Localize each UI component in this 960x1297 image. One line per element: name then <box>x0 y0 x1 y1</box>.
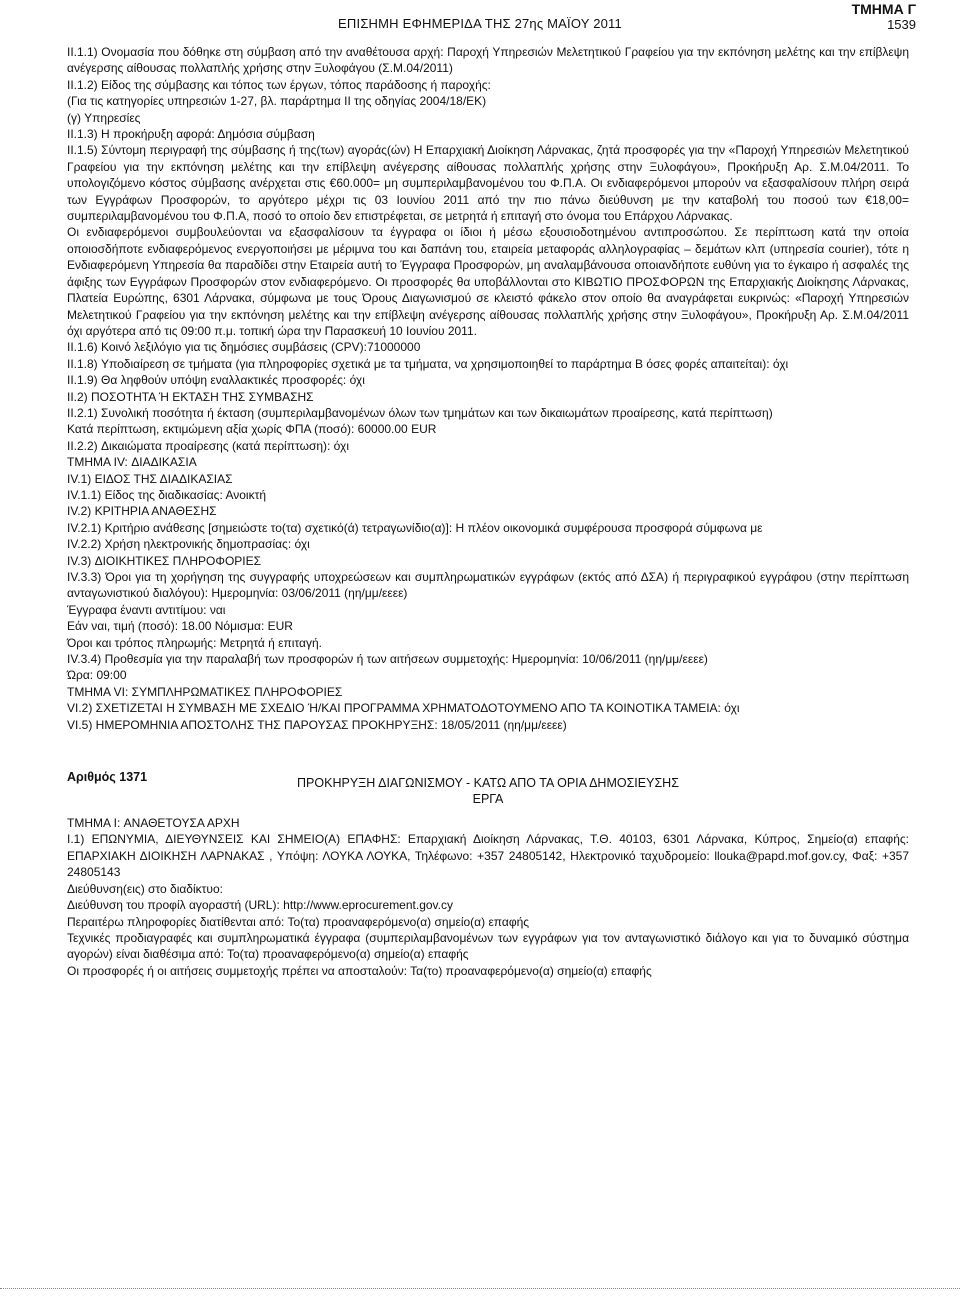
paragraph: IV.2.2) Χρήση ηλεκτρονικής δημοπρασίας: όχι <box>67 537 310 552</box>
paragraph: Οι ενδιαφερόμενοι συμβουλεύονται να εξασφαλίσουν τα έγγραφα οι ίδιοι ή μέσω εξουσιοδοτημένου αντιπροσώπου. Σε περίπτωση κατά την οποία οποιοσδήποτε ενδιαφερόμενος ενεργοποιήσει με μέριμνα του και δαπάνη του, εταιρεία μεταφοράς αλληλογραφίας – δεμάτων κλπ (υπηρεσία courier), τότε η Ενδιαφερόμενη Υπηρεσία θα παραδίδει στην Εταιρεία αυτή το Έγγραφα Προσφορών, μη αναλαμβάνουσα οποιανδήποτε ευθύνη για το έγκαιρο ή ασφαλές της άφιξης των Εγγράφων Προσφορών στον ενδιαφερόμενο. Οι προσφορές θα υποβάλλονται στο ΚΙΒΩΤΙΟ ΠΡΟΣΦΟΡΩΝ της Επαρχιακής Διοίκησης Λάρνακας, Πλατεία Ευρώπης, 6301 Λάρνακα, σύμφωνα με τους Όρους Διαγωνισμού σε κλειστό φάκελο στον οποίο θα αναγράφεται ευκρινώς: «Παροχή Υπηρεσιών Μελετητικού Γραφείου για την εκπόνηση μελέτης και την επίβλεψη ανέγερσης αίθουσας πολλαπλής χρήσης στην Ξυλοφάγου», Προκήρυξη Αρ. Σ.Μ.04/2011 όχι αργότερα από τις 09:00 π.μ. τοπική ώρα την Παρασκευή 10 Ιουνίου 2011. <box>67 225 909 338</box>
paragraph: IV.1) ΕΙΔΟΣ ΤΗΣ ΔΙΑΔΙΚΑΣΙΑΣ <box>67 471 233 486</box>
paragraph: II.2.1) Συνολική ποσότητα ή έκταση (συμπεριλαμβανομένων όλων των τμημάτων και των δικαιωμάτων προαίρεσης, κατά περίπτωση) <box>67 405 773 420</box>
first-notice <box>67 44 909 733</box>
section-label: ΤΜΗΜΑ Γ <box>851 1 916 17</box>
paragraph: II.1.3) Η προκήρυξη αφορά: Δημόσια σύμβαση <box>67 127 315 142</box>
paragraph: Εάν ναι, τιμή (ποσό): 18.00 Νόμισμα: EUR <box>67 619 293 634</box>
paragraph: ΤΜΗΜΑ I: ΑΝΑΘΕΤΟΥΣΑ ΑΡΧΗ <box>67 816 240 831</box>
paragraph: Κατά περίπτωση, εκτιμώμενη αξία χωρίς ΦΠΑ (ποσό): 60000.00 EUR <box>67 422 437 437</box>
paragraph: (Για τις κατηγορίες υπηρεσιών 1-27, βλ. παράρτημα II της οδηγίας 2004/18/ΕΚ) <box>67 94 487 109</box>
paragraph: Έγγραφα έναντι αντιτίμου: ναι <box>67 602 226 617</box>
paragraph: IV.3.4) Προθεσμία για την παραλαβή των προσφορών ή των αιτήσεων συμμετοχής: Ημερομηνία: 10/06/2011 (ηη/μμ/εεεε) <box>67 652 708 667</box>
page-number: 1539 <box>887 17 916 32</box>
notice-number: Αριθμός 1371 <box>67 770 148 785</box>
paragraph: (γ) Υπηρεσίες <box>67 110 141 125</box>
paragraph: Τεχνικές προδιαγραφές και συμπληρωματικά έγγραφα (συμπεριλαμβανομένων των εγγράφων για τον ανταγωνιστικό διάλογο και για το δυναμικό σύστημα αγορών) είναι διαθέσιμα από: Το(τα) προαναφερόμενο(α) σημείο(α) επαφής <box>67 930 909 962</box>
paragraph: II.1.1) Ονομασία που δόθηκε στη σύμβαση από την αναθέτουσα αρχή: Παροχή Υπηρεσιών Μελετητικού Γραφείου για την εκπόνηση μελέτης και την επίβλεψη ανέγερσης αίθουσας πολλαπλής χρήσης στην Ξυλοφάγου (Σ.Μ.04/2011) <box>67 45 909 76</box>
paragraph: Ώρα: 09:00 <box>67 668 127 683</box>
page-body <box>67 44 909 979</box>
paragraph: Διεύθυνση(εις) στο διαδίκτυο: <box>67 881 223 896</box>
paragraph: IV.3) ΔΙΟΙΚΗΤΙΚΕΣ ΠΛΗΡΟΦΟΡΙΕΣ <box>67 553 262 568</box>
spacer <box>67 733 909 767</box>
paragraph: VI.2) ΣΧΕΤΙΖΕΤΑΙ Η ΣΥΜΒΑΣΗ ΜΕ ΣΧΕΔΙΟ Ή/ΚΑΙ ΠΡΟΓΡΑΜΜΑ ΧΡΗΜΑΤΟΔΟΤΟΥΜΕΝΟ ΑΠΟ ΤΑ ΚΟΙΝΟΤΙΚΑ ΤΑΜΕΙΑ: όχι <box>67 701 740 716</box>
paragraph: Οι προσφορές ή οι αιτήσεις συμμετοχής πρέπει να αποσταλούν: Τα(το) προαναφερόμενο(α) σημείο(α) επαφής <box>67 963 652 978</box>
paragraph: II.1.8) Υποδιαίρεση σε τμήματα (για πληροφορίες σχετικά με τα τμήματα, να χρησιμοποιηθεί το παράρτημα Β όσες φορές απαιτείται): όχι <box>67 356 789 371</box>
paragraph: VI.5) ΗΜΕΡΟΜΗΝΙΑ ΑΠΟΣΤΟΛΗΣ ΤΗΣ ΠΑΡΟΥΣΑΣ ΠΡΟΚΗΡΥΞΗΣ: 18/05/2011 (ηη/μμ/εεεε) <box>67 717 567 732</box>
paragraph: II.1.5) Σύντομη περιγραφή της σύμβασης ή της(των) αγοράς(ών) Η Επαρχιακή Διοίκηση Λάρνακας, ζητά προσφορές για την «Παροχή Υπηρεσιών Μελετητικού Γραφείου για την εκπόνηση μελέτης και την επίβλεψη ανέγερσης αίθουσας πολλαπλής χρήσης στην Ξυλοφάγου», Προκήρυξη Αρ. Σ.Μ.04/2011. Το υπολογιζόμενο κόστος σύμβασης ανέρχεται στις €60.000= μη συμπεριλαμβανομένου του Φ.Π.Α. Οι ενδιαφερόμενοι μπορούν να εξασφαλίσουν πλήρη σειρά των Εγγράφων Προσφορών, το αργότερο μέχρι τις 03 Ιουνίου 2011 από την πιο πάνω διεύθυνση με την καταβολή του ποσού των €18,00= συμπεριλαμβανομένου του Φ.Π.Α, ποσό το οποίο δεν επιστρέφεται, σε μετρητά ή επιταγή στο όνομα του Επάρχου Λάρνακας. <box>67 143 909 224</box>
second-notice-header <box>67 767 909 807</box>
paragraph: IV.1.1) Είδος της διαδικασίας: Ανοικτή <box>67 487 267 502</box>
gazette-title: ΕΠΙΣΗΜΗ ΕΦΗΜΕΡΙΔΑ ΤΗΣ 27ης ΜΑΪΟΥ 2011 <box>338 16 622 31</box>
paragraph: I.1) ΕΠΩΝΥΜΙΑ, ΔΙΕΥΘΥΝΣΕΙΣ ΚΑΙ ΣΗΜΕΙΟ(Α) ΕΠΑΦΗΣ: Επαρχιακή Διοίκηση Λάρνακας, Τ.Θ. 40103, 6301 Λάρνακα, Κύπρος, Σημείο(α) επαφής: ΕΠΑΡΧΙΑΚΗ ΔΙΟΙΚΗΣΗ ΛΑΡΝΑΚΑΣ , Υπόψη: ΛΟΥΚΑ ΛΟΥΚΑ, Τηλέφωνο: +357 24805142, Ηλεκτρονικό ταχυδρομείο: llouka@papd.mof.gov.cy, Φαξ: +357 24805143 <box>67 832 909 880</box>
paragraph: IV.2) ΚΡΙΤΗΡΙΑ ΑΝΑΘΕΣΗΣ <box>67 504 217 519</box>
paragraph: Περαιτέρω πληροφορίες διατίθενται από: Το(τα) προαναφερόμενο(α) σημείο(α) επαφής <box>67 914 530 929</box>
paragraph: II.2.2) Δικαιώματα προαίρεσης (κατά περίπτωση): όχι <box>67 438 349 453</box>
notice-title <box>67 775 909 807</box>
paragraph: II.2) ΠΟΣΟΤΗΤΑ Ή ΕΚΤΑΣΗ ΤΗΣ ΣΥΜΒΑΣΗΣ <box>67 389 314 404</box>
paragraph: IV.3.3) Όροι για τη χορήγηση της συγγραφής υποχρεώσεων και συμπληρωματικών εγγράφων (εκτός από ΔΣΑ) ή περιγραφικού εγγράφου (στην περίπτωση ανταγωνιστικού διαλόγου): Ημερομηνία: 03/06/2011 (ηη/μμ/εεεε) <box>67 570 909 601</box>
paragraph: Όροι και τρόπος πληρωμής: Μετρητά ή επιταγή. <box>67 635 322 650</box>
notice-title-line: ΠΡΟΚΗΡΥΞΗ ΔΙΑΓΩΝΙΣΜΟΥ - ΚΑΤΩ ΑΠΟ ΤΑ ΟΡΙΑ ΔΗΜΟΣΙΕΥΣΗΣ <box>297 776 679 791</box>
paragraph: II.1.2) Είδος της σύμβασης και τόπος των έργων, τόπος παράδοσης ή παροχής: <box>67 77 491 92</box>
notice-title-line: ΕΡΓΑ <box>472 792 504 807</box>
paragraph: IV.2.1) Κριτήριο ανάθεσης [σημειώστε το(τα) σχετικό(ά) τετραγωνίδιο(α)]: Η πλέον οικονομικά συμφέρουσα προσφορά σύμφωνα με <box>67 520 763 535</box>
paragraph: ΤΜΗΜΑ IV: ΔΙΑΔΙΚΑΣΙΑ <box>67 455 197 470</box>
second-notice <box>67 815 909 979</box>
paragraph: II.1.6) Κοινό λεξιλόγιο για τις δημόσιες συμβάσεις (CPV):71000000 <box>67 340 421 355</box>
footer-rule <box>0 1288 960 1289</box>
paragraph: Διεύθυνση του προφίλ αγοραστή (URL): http://www.eprocurement.gov.cy <box>67 898 453 913</box>
paragraph: II.1.9) Θα ληφθούν υπόψη εναλλακτικές προσφορές: όχι <box>67 373 365 388</box>
paragraph: ΤΜΗΜΑ VI: ΣΥΜΠΛΗΡΩΜΑΤΙΚΕΣ ΠΛΗΡΟΦΟΡΙΕΣ <box>67 684 343 699</box>
